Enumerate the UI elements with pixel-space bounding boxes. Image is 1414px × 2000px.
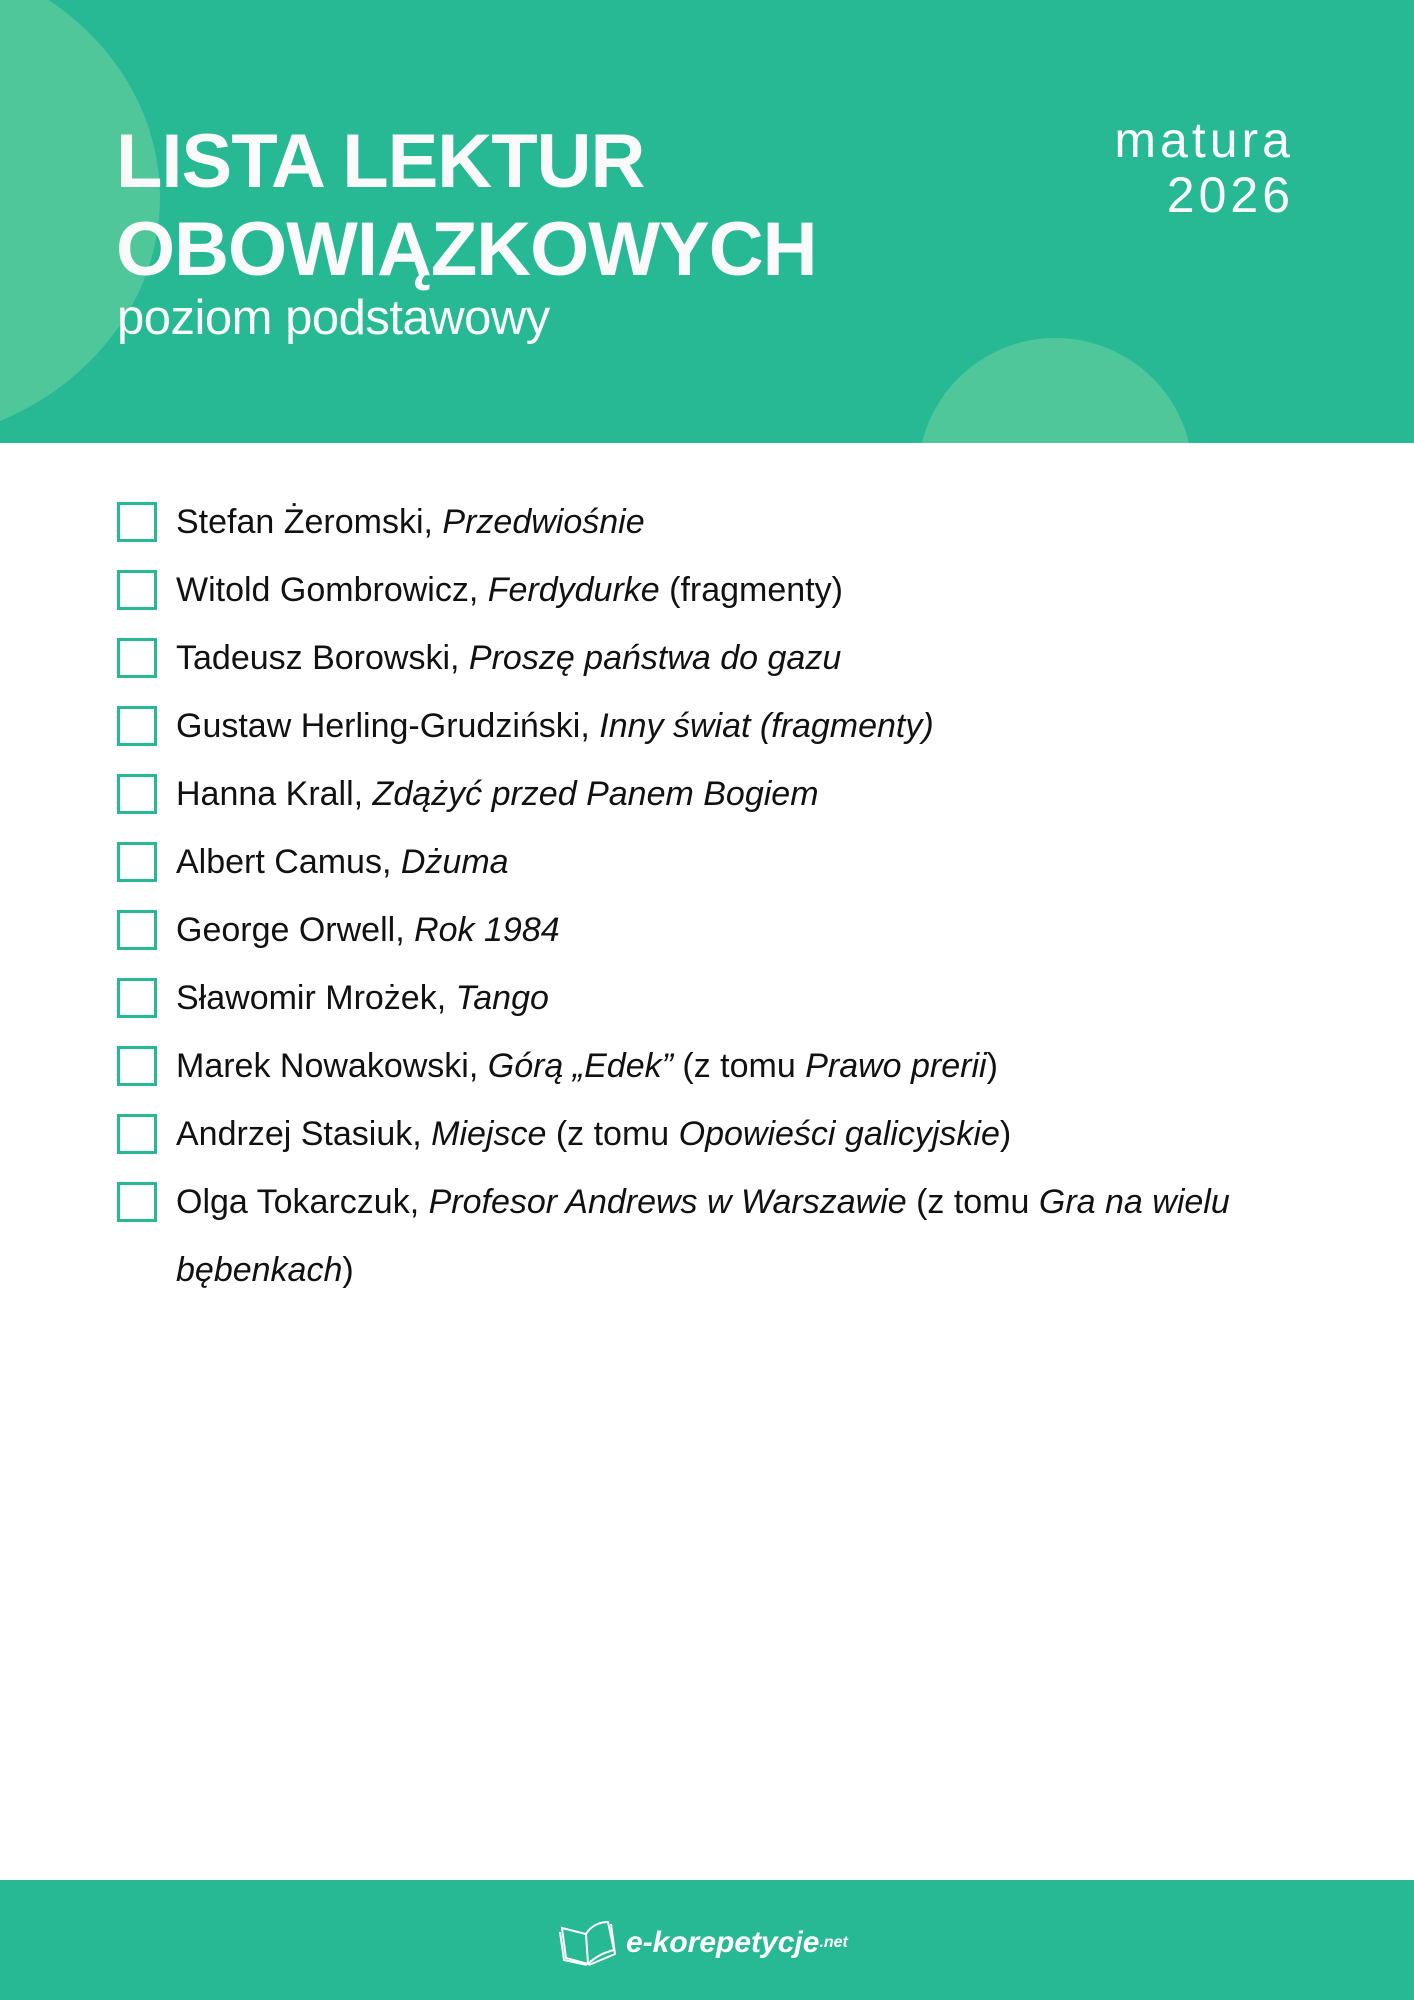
item-note: (z tomu xyxy=(672,1047,806,1085)
list-item xyxy=(117,624,1337,692)
item-note-end: ) xyxy=(342,1251,354,1289)
item-author: Sławomir Mrożek, xyxy=(176,979,456,1017)
list-item xyxy=(117,488,1337,556)
checkbox[interactable] xyxy=(117,978,157,1018)
logo-suffix: .net xyxy=(819,1934,848,1951)
item-title: Dżuma xyxy=(400,843,509,881)
item-author: Marek Nowakowski, xyxy=(176,1047,488,1085)
logo xyxy=(558,1920,848,1966)
exam-name: matura xyxy=(1114,112,1294,168)
checkbox[interactable] xyxy=(117,774,157,814)
list-item xyxy=(117,692,1337,760)
page-subtitle: poziom podstawowy xyxy=(117,291,550,345)
item-note: (z tomu xyxy=(906,1183,1039,1221)
decorative-semicircle xyxy=(918,338,1193,443)
item-author: Stefan Żeromski, xyxy=(176,503,443,541)
item-author: Gustaw Herling-Grudziński, xyxy=(176,707,600,745)
item-note-end: ) xyxy=(986,1047,998,1085)
item-author: Witold Gombrowicz, xyxy=(176,571,488,609)
checkbox[interactable] xyxy=(117,638,157,678)
reading-list xyxy=(117,488,1337,1304)
item-note-title: Gra na wielu bębenkach xyxy=(176,1183,1230,1289)
open-book-icon xyxy=(558,1920,616,1966)
item-title: Proszę państwa do gazu xyxy=(468,639,842,677)
item-title: Miejsce xyxy=(431,1115,547,1153)
checkbox[interactable] xyxy=(117,1114,157,1154)
list-item xyxy=(117,1032,1337,1100)
item-title: Górą „Edek” xyxy=(487,1047,673,1085)
list-item xyxy=(117,896,1337,964)
logo-text: e-korepetycje xyxy=(626,1926,820,1959)
item-title: Tango xyxy=(455,979,549,1017)
item-note: (fragmenty) xyxy=(659,571,843,609)
exam-year: 2026 xyxy=(1166,167,1294,223)
footer xyxy=(0,1880,1414,2000)
checkbox[interactable] xyxy=(117,910,157,950)
item-author: Tadeusz Borowski, xyxy=(176,639,469,677)
item-author: Olga Tokarczuk, xyxy=(176,1183,429,1221)
item-note-end: ) xyxy=(999,1115,1012,1153)
item-author: Andrzej Stasiuk, xyxy=(176,1115,432,1153)
header-banner xyxy=(0,0,1414,443)
list-item xyxy=(117,964,1337,1032)
checkbox[interactable] xyxy=(117,570,157,610)
checkbox[interactable] xyxy=(117,1182,157,1222)
item-author: Hanna Krall, xyxy=(176,775,373,813)
checkbox[interactable] xyxy=(117,1046,157,1086)
item-title: Przedwiośnie xyxy=(442,503,645,541)
item-title: Profesor Andrews w Warszawie xyxy=(428,1183,907,1221)
list-item xyxy=(117,556,1337,624)
item-title: Rok 1984 xyxy=(414,911,560,949)
item-note-title: Prawo prerii xyxy=(805,1047,987,1085)
list-item xyxy=(117,1168,1337,1304)
item-author: Albert Camus, xyxy=(176,843,401,881)
item-title: Ferdydurke xyxy=(487,571,660,609)
item-note: (z tomu xyxy=(546,1115,679,1153)
title-line-1: LISTA LEKTUR xyxy=(116,119,645,204)
item-note-title: Opowieści galicyjskie xyxy=(678,1115,1000,1153)
checkbox[interactable] xyxy=(117,842,157,882)
title-line-2: OBOWIĄZKOWYCH xyxy=(116,207,817,292)
item-title: Zdążyć przed Panem Bogiem xyxy=(372,775,819,813)
checkbox[interactable] xyxy=(117,502,157,542)
page-title xyxy=(116,118,816,294)
list-item xyxy=(117,1100,1337,1168)
list-item xyxy=(117,828,1337,896)
exam-label xyxy=(1114,113,1294,223)
checkbox[interactable] xyxy=(117,706,157,746)
item-author: George Orwell, xyxy=(176,911,415,949)
list-item xyxy=(117,760,1337,828)
item-title: Inny świat (fragmenty) xyxy=(599,707,934,745)
